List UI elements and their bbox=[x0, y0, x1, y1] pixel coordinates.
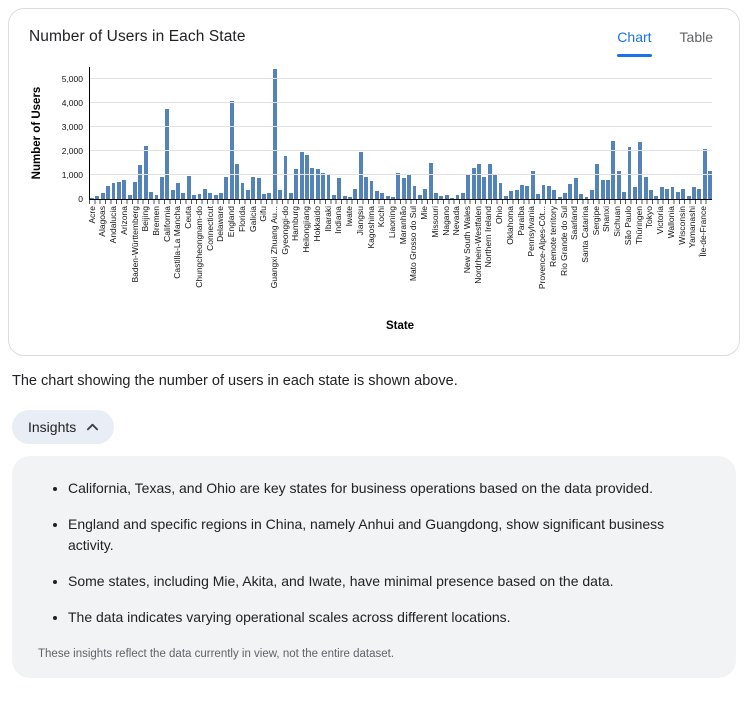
x-axis-label: Castilla-La Mancha bbox=[172, 206, 183, 279]
x-axis-label: Bremen bbox=[150, 206, 161, 236]
bar bbox=[160, 177, 164, 199]
bar bbox=[509, 191, 513, 199]
bar bbox=[224, 177, 228, 199]
x-axis-label: Acre bbox=[86, 206, 97, 224]
insights-button-label: Insights bbox=[28, 419, 77, 435]
bar bbox=[579, 194, 583, 199]
x-axis-label: Missouri bbox=[429, 206, 440, 238]
bar bbox=[332, 195, 336, 199]
bar bbox=[649, 190, 653, 199]
x-axis-label: São Paulo bbox=[622, 206, 633, 246]
bar bbox=[585, 197, 589, 199]
bar bbox=[101, 193, 105, 199]
insights-list bbox=[36, 478, 712, 628]
insights-button[interactable] bbox=[12, 410, 114, 444]
x-axis-label: Florida bbox=[236, 206, 247, 232]
x-axis-label: Beijing bbox=[140, 206, 151, 232]
x-axis-label: Tokyo bbox=[644, 206, 655, 229]
bar bbox=[520, 185, 524, 199]
tab-chart[interactable] bbox=[617, 25, 651, 57]
x-axis-label: Hamburg bbox=[290, 206, 301, 241]
x-axis-label: Connecticut bbox=[204, 206, 215, 251]
bar bbox=[133, 182, 137, 199]
bar bbox=[165, 109, 169, 199]
x-axis-label: Victoria bbox=[654, 206, 665, 235]
bar bbox=[456, 195, 460, 199]
bar bbox=[106, 186, 110, 199]
x-axis-label: England bbox=[225, 206, 236, 238]
x-axis-label: Pennsylvania bbox=[526, 206, 537, 257]
bar bbox=[654, 196, 658, 199]
bar bbox=[219, 193, 223, 199]
bar bbox=[402, 178, 406, 199]
bar bbox=[155, 195, 159, 199]
x-axis-label: Wisconsin bbox=[676, 206, 687, 245]
y-axis-tick-label: 5,000 bbox=[61, 73, 83, 84]
gridline bbox=[90, 126, 712, 127]
bar bbox=[547, 186, 551, 199]
bar bbox=[606, 180, 610, 199]
insights-panel bbox=[12, 456, 736, 678]
bar bbox=[542, 185, 546, 199]
bar bbox=[348, 197, 352, 199]
x-axis-label: Sichuan bbox=[611, 206, 622, 237]
y-axis-tick-label: 2,000 bbox=[61, 145, 83, 156]
x-axis-title: State bbox=[385, 320, 415, 332]
bar bbox=[434, 193, 438, 199]
x-axis-label: Ceuta bbox=[182, 206, 193, 229]
bar bbox=[284, 156, 288, 199]
bar bbox=[488, 164, 492, 199]
bar bbox=[176, 183, 180, 199]
bar bbox=[251, 177, 255, 199]
x-axis-label: Remote territory bbox=[547, 206, 558, 267]
bar bbox=[386, 196, 390, 199]
x-axis-label: Thüringen bbox=[633, 206, 644, 245]
bar bbox=[396, 173, 400, 199]
bar bbox=[445, 195, 449, 199]
bar bbox=[364, 177, 368, 199]
gridline bbox=[90, 102, 712, 103]
bar bbox=[370, 181, 374, 199]
x-axis-label: Oklahoma bbox=[504, 206, 515, 245]
bar bbox=[439, 196, 443, 199]
x-axis-label: Sergipe bbox=[590, 206, 601, 236]
bar bbox=[95, 196, 99, 199]
y-axis-tick-label: 4,000 bbox=[61, 97, 83, 108]
bar bbox=[665, 189, 669, 199]
y-axis-title: Number of Users bbox=[31, 86, 43, 180]
bar bbox=[413, 186, 417, 199]
insight-bullet: • The data indicates varying operational scales across different locations. bbox=[68, 607, 668, 628]
tab-table-label: Table bbox=[679, 29, 713, 45]
bar bbox=[208, 193, 212, 199]
bar bbox=[493, 174, 497, 199]
bar bbox=[552, 190, 556, 199]
bar bbox=[90, 198, 94, 199]
bar bbox=[246, 190, 250, 199]
bar bbox=[429, 163, 433, 199]
chart-caption: The chart showing the number of users in each state is shown above. bbox=[12, 373, 458, 389]
bar bbox=[423, 189, 427, 199]
bar bbox=[278, 190, 282, 199]
bar bbox=[466, 175, 470, 199]
bar bbox=[617, 171, 621, 199]
x-axis-label: Liaoning bbox=[386, 206, 397, 239]
bar bbox=[289, 193, 293, 199]
y-axis-tick-label: 0 bbox=[78, 193, 83, 204]
bar bbox=[477, 164, 481, 199]
bar-chart bbox=[29, 67, 719, 339]
bar bbox=[138, 165, 142, 199]
bar bbox=[187, 176, 191, 199]
bar bbox=[499, 183, 503, 199]
x-axis-label: Kochi bbox=[375, 206, 386, 228]
card-header bbox=[29, 25, 719, 57]
bar bbox=[241, 183, 245, 199]
y-axis-tick-label: 3,000 bbox=[61, 121, 83, 132]
x-axis-label: Hokkaido bbox=[311, 206, 322, 242]
x-axis-label: Rio Grande do Sul bbox=[558, 206, 569, 276]
bar bbox=[144, 146, 148, 199]
x-axis-label: Guangxi Zhuang Au... bbox=[268, 206, 279, 289]
bar bbox=[327, 174, 331, 199]
bar bbox=[563, 193, 567, 199]
bar bbox=[681, 189, 685, 199]
gridline bbox=[90, 150, 712, 151]
x-axis-label: Gyeonggi-do bbox=[279, 206, 290, 255]
bar bbox=[235, 164, 239, 199]
x-axis-label: Wallonia bbox=[665, 206, 676, 239]
bar bbox=[122, 180, 126, 199]
y-axis-tick-label: 1,000 bbox=[61, 169, 83, 180]
bar bbox=[574, 178, 578, 199]
x-axis-label: Ibaraki bbox=[322, 206, 333, 232]
active-tab-underline bbox=[617, 54, 651, 57]
bar bbox=[568, 184, 572, 199]
bar bbox=[418, 195, 422, 199]
bar bbox=[391, 197, 395, 199]
x-axis-label: Nevada bbox=[451, 206, 462, 236]
insight-bullet: • England and specific regions in China, namely Anhui and Guangdong, show significant business activity. bbox=[68, 514, 668, 556]
bar bbox=[262, 194, 266, 199]
bar bbox=[676, 192, 680, 199]
bar bbox=[267, 193, 271, 199]
bar bbox=[128, 195, 132, 199]
bar bbox=[525, 186, 529, 199]
x-axis-label: Yamanashi bbox=[686, 206, 697, 248]
plot-area bbox=[61, 67, 712, 204]
gridline bbox=[90, 78, 712, 79]
x-axis-label: Iwate bbox=[343, 206, 354, 227]
x-axis-label: Île-de-France bbox=[697, 206, 708, 257]
x-axis-label: Galicia bbox=[247, 206, 258, 232]
bar bbox=[203, 189, 207, 199]
x-axis-label: Paraíba bbox=[515, 206, 526, 236]
x-axis-label: Santa Catarina bbox=[579, 206, 590, 263]
bars bbox=[90, 67, 712, 199]
insights-footnote: These insights reflect the data currently in view, not the entire dataset. bbox=[38, 648, 395, 660]
x-axis-label: Nordrhein-Westfalen bbox=[472, 206, 483, 284]
insight-bullet: • California, Texas, and Ohio are key states for business operations based on the data provided. bbox=[68, 478, 668, 499]
bar bbox=[407, 175, 411, 199]
x-axis-label: Northern Ireland bbox=[483, 206, 494, 268]
x-axis-label: Maranhão bbox=[397, 206, 408, 245]
bar bbox=[633, 187, 637, 199]
x-axis-label: New South Wales bbox=[461, 206, 472, 274]
tab-table[interactable] bbox=[680, 25, 713, 57]
x-axis-label: Andalucia bbox=[107, 206, 118, 244]
x-axis-label: Ohio bbox=[493, 206, 504, 224]
x-axis-label: Arizona bbox=[118, 206, 129, 235]
bar bbox=[380, 193, 384, 199]
x-axis-label: Indiana bbox=[333, 206, 344, 234]
bar bbox=[601, 180, 605, 199]
bar bbox=[472, 168, 476, 199]
chart-card bbox=[8, 8, 740, 356]
x-axis-label: Mato Grosso do Sul bbox=[408, 206, 419, 282]
bar bbox=[595, 164, 599, 199]
tab-bar bbox=[617, 25, 713, 57]
insight-bullet: • Some states, including Mie, Akita, and Iwate, have minimal presence based on the data. bbox=[68, 571, 668, 592]
bar bbox=[515, 190, 519, 199]
bar bbox=[697, 189, 701, 199]
bar bbox=[305, 155, 309, 199]
x-axis-label: Shanxi bbox=[601, 206, 612, 232]
bar bbox=[257, 178, 261, 199]
bar bbox=[321, 173, 325, 199]
x-axis-labels bbox=[86, 206, 711, 316]
x-axis-label: Heilongjiang bbox=[300, 206, 311, 253]
bar bbox=[273, 69, 277, 199]
bar bbox=[622, 192, 626, 199]
x-axis-label: Saarland bbox=[569, 206, 580, 241]
x-axis-label: Alagoas bbox=[97, 206, 108, 237]
x-axis-label: Delaware bbox=[215, 206, 226, 242]
bar bbox=[337, 178, 341, 199]
bar bbox=[482, 177, 486, 199]
bar bbox=[504, 196, 508, 199]
bar bbox=[461, 193, 465, 199]
bar bbox=[300, 152, 304, 199]
bar bbox=[531, 171, 535, 199]
gridline bbox=[90, 174, 712, 175]
bar bbox=[590, 190, 594, 199]
bar bbox=[112, 183, 116, 199]
x-axis-label: Gifu bbox=[258, 206, 269, 222]
bar bbox=[310, 168, 314, 199]
x-axis-ticks bbox=[89, 200, 711, 204]
x-axis-label: Mie bbox=[418, 206, 429, 220]
bar bbox=[181, 193, 185, 199]
bar bbox=[687, 196, 691, 199]
x-axis-label: Provence-Alpes-Côt... bbox=[536, 206, 547, 290]
bar bbox=[359, 152, 363, 199]
x-axis-label: California bbox=[161, 206, 172, 242]
bar bbox=[171, 190, 175, 199]
bar bbox=[343, 196, 347, 199]
bar bbox=[450, 198, 454, 199]
bar bbox=[375, 191, 379, 199]
page-title: Number of Users in Each State bbox=[29, 28, 246, 45]
tab-chart-label: Chart bbox=[617, 29, 652, 45]
bar bbox=[671, 187, 675, 199]
bar bbox=[117, 182, 121, 199]
bar bbox=[660, 187, 664, 199]
x-axis-label: Baden-Württemberg bbox=[129, 206, 140, 283]
bar bbox=[192, 195, 196, 199]
chevron-up-icon bbox=[86, 421, 99, 434]
bar bbox=[536, 194, 540, 199]
bar bbox=[198, 194, 202, 199]
x-axis-label: Chungcheongnam-do bbox=[193, 206, 204, 288]
bar bbox=[149, 192, 153, 199]
bar bbox=[353, 189, 357, 199]
bar bbox=[558, 197, 562, 199]
x-axis-label: Kagoshima bbox=[365, 206, 376, 249]
bar bbox=[692, 187, 696, 199]
x-axis-label: Nagano bbox=[440, 206, 451, 236]
bar bbox=[644, 177, 648, 199]
bar bbox=[214, 195, 218, 199]
x-axis-label: Jiangsu bbox=[354, 206, 365, 236]
